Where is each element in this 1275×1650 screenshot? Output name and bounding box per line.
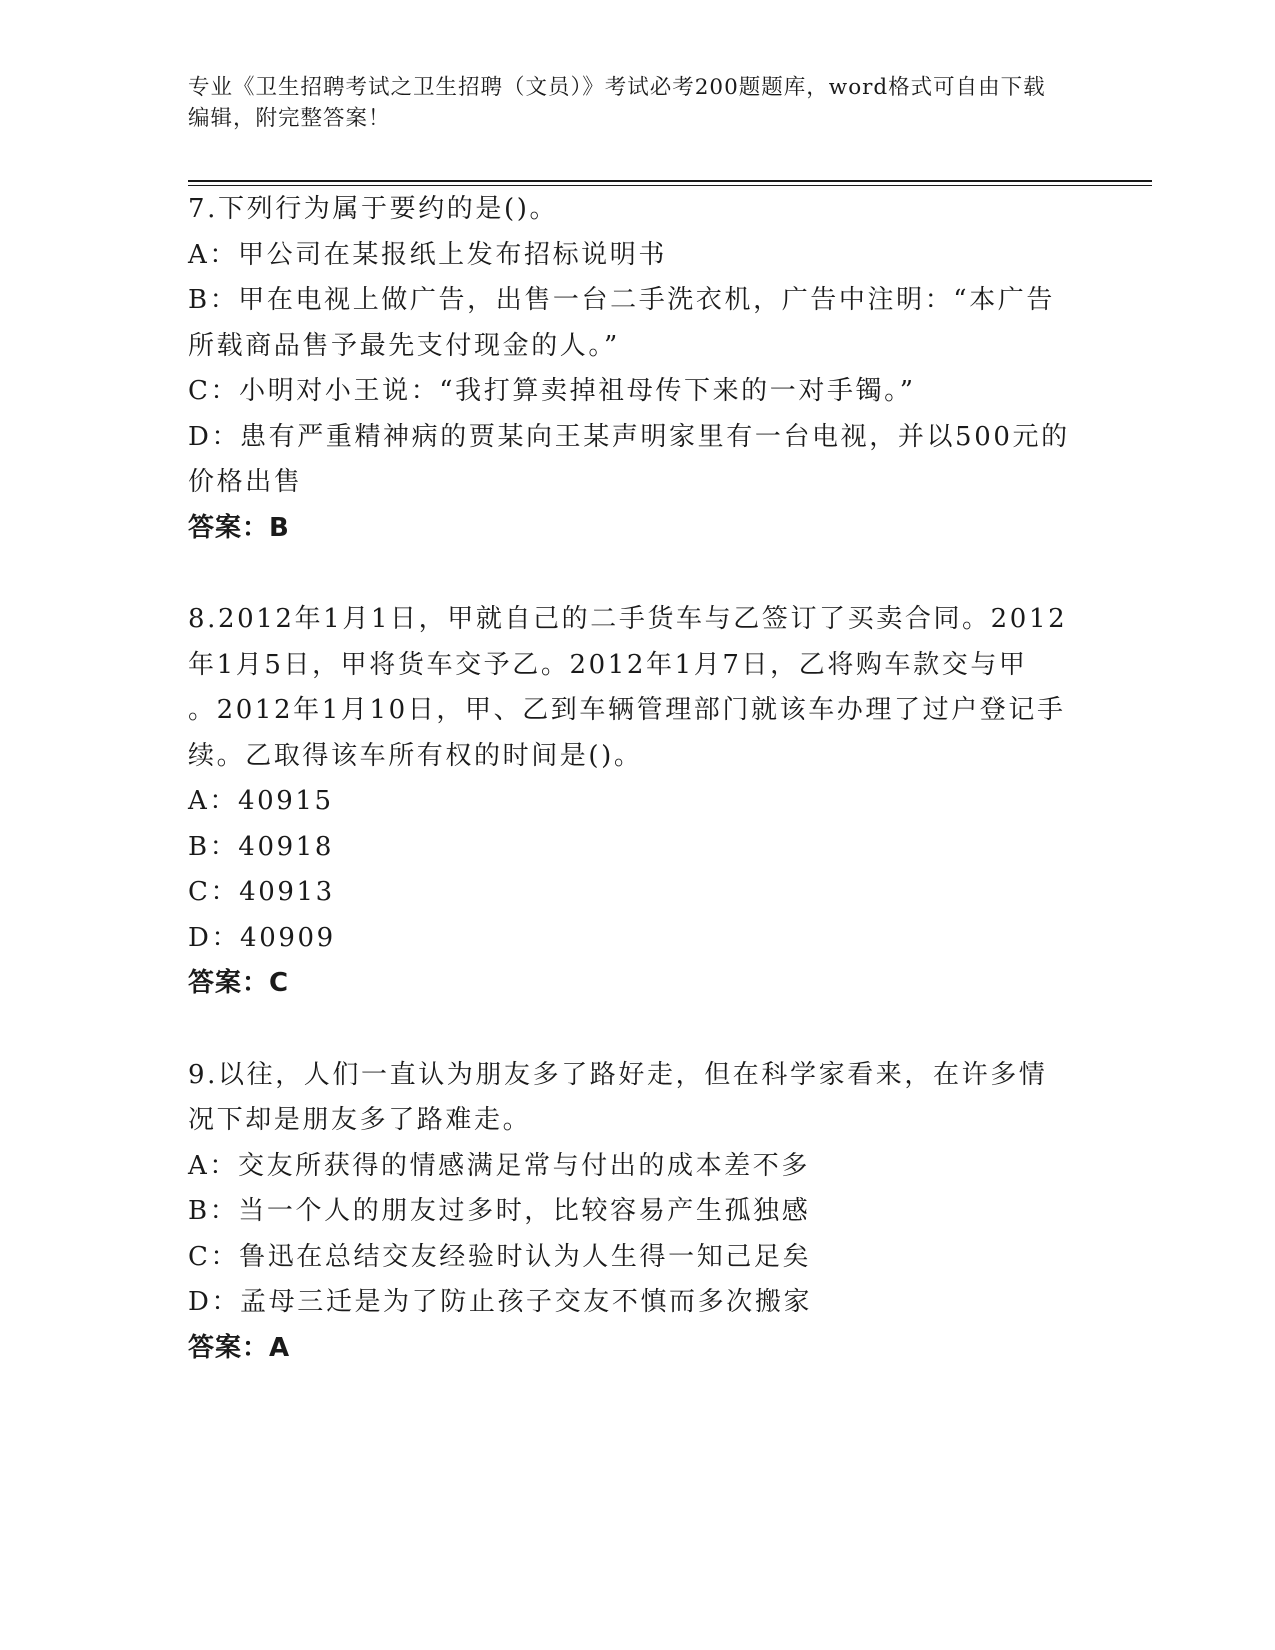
option-d: D：孟母三迁是为了防止孩子交友不慎而多次搬家 bbox=[188, 1287, 813, 1317]
question-list bbox=[188, 187, 1088, 1417]
header-divider-thin bbox=[188, 185, 1152, 186]
option-c: C：40913 bbox=[188, 877, 335, 907]
option-b-continued: 所载商品售予最先支付现金的人。” bbox=[188, 330, 620, 361]
question-stem-continued: 续。乙取得该车所有权的时间是()。 bbox=[188, 740, 643, 771]
answer-label: 答案：B bbox=[188, 512, 290, 543]
option-c: C：小明对小王说：“我打算卖掉祖母传下来的一对手镯。” bbox=[188, 376, 916, 406]
option-d-continued: 价格出售 bbox=[188, 467, 303, 497]
answer-label: 答案：C bbox=[188, 968, 290, 998]
option-b: B：40918 bbox=[188, 831, 335, 862]
option-a: A：40915 bbox=[188, 786, 334, 816]
question-stem: 9.以往，人们一直认为朋友多了路好走，但在科学家看来，在许多情 bbox=[188, 1059, 1048, 1090]
question-stem: 8.2012年1月1日，甲就自己的二手货车与乙签订了买卖合同。2012 bbox=[188, 604, 1068, 634]
question-8 bbox=[188, 597, 1088, 1007]
question-7 bbox=[188, 187, 1088, 551]
option-d: D：患有严重精神病的贾某向王某声明家里有一台电视，并以500元的 bbox=[188, 421, 1070, 452]
question-9 bbox=[188, 1053, 1088, 1372]
document-header: 专业《卫生招聘考试之卫生招聘（文员）》考试必考200题题库，word格式可自由下载编辑，附完整答案！ bbox=[188, 75, 1046, 131]
option-d: D：40909 bbox=[188, 922, 336, 953]
question-stem-continued: 。2012年1月10日，甲、乙到车辆管理部门就该车办理了过户登记手 bbox=[188, 695, 1066, 725]
header-divider bbox=[188, 180, 1152, 182]
answer-label: 答案：A bbox=[188, 1332, 291, 1363]
option-a: A：甲公司在某报纸上发布招标说明书 bbox=[188, 239, 667, 270]
question-stem-continued: 况下却是朋友多了路难走。 bbox=[188, 1105, 532, 1135]
option-c: C：鲁迅在总结交友经验时认为人生得一知己足矣 bbox=[188, 1241, 812, 1272]
question-stem-continued: 年1月5日，甲将货车交予乙。2012年1月7日，乙将购车款交与甲 bbox=[188, 649, 1028, 680]
question-stem: 7.下列行为属于要约的是()。 bbox=[188, 194, 559, 224]
option-b: B：当一个人的朋友过多时，比较容易产生孤独感 bbox=[188, 1196, 811, 1226]
option-a: A：交友所获得的情感满足常与付出的成本差不多 bbox=[188, 1150, 810, 1181]
option-b: B：甲在电视上做广告，出售一台二手洗衣机，广告中注明：“本广告 bbox=[188, 285, 1055, 315]
